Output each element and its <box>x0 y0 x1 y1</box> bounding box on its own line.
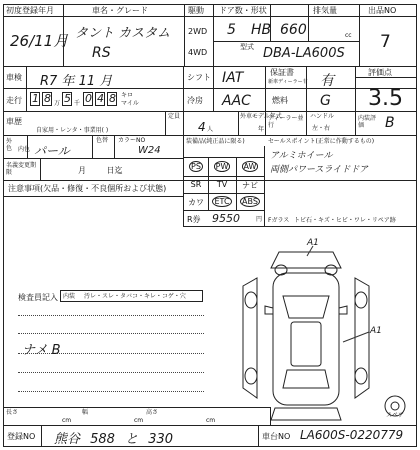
lot-value: 7 <box>380 32 391 52</box>
door-value: 5 <box>227 22 236 38</box>
model-year-label: 外車モデル年式 <box>240 113 282 120</box>
displacement-value: 660 <box>280 22 307 38</box>
history-options: 自家用・レンタ・事業用( ) <box>36 127 109 134</box>
length-unit: cm <box>62 417 72 424</box>
car-name-value: タント カスタム <box>75 26 171 41</box>
capacity-unit: 人 <box>207 126 214 133</box>
shaken-label: 車検 <box>6 73 22 82</box>
inspector-options: 汚レ・スレ・タバコ・キレ・コゲ・穴 <box>84 293 186 300</box>
length-label: 長さ <box>6 409 19 416</box>
height-unit: cm <box>206 417 216 424</box>
glass-options: トビ石・キズ・ヒビ・ワレ・リペア跡 <box>294 217 396 224</box>
inspector-remark: ナメ B <box>22 343 61 358</box>
lot-label: 出品NO <box>368 6 397 15</box>
interior-label: 内装評価 <box>358 115 377 129</box>
model-value: DBA-LA600S <box>263 46 345 61</box>
warranty-sub: 新車ディーラー有 <box>268 79 308 85</box>
inspector-label: 検査員記入 <box>18 293 58 302</box>
warranty-label: 保証書 <box>270 68 294 77</box>
mileage-digit: 8 <box>44 92 51 105</box>
drive-label: 駆動 <box>188 6 204 15</box>
equip-abs: ABS <box>242 197 258 206</box>
equipment-label: 装備品(純正品に限る) <box>186 138 245 145</box>
mileage-digit: 5 <box>64 92 71 105</box>
recycle-label: R券 <box>187 215 201 224</box>
door-label: ドア数・形状 <box>219 6 267 15</box>
score-value: 3.5 <box>368 86 403 111</box>
history-label: 車歴 <box>6 117 22 126</box>
drive-2wd: 2WD <box>188 27 208 36</box>
handle-value: 左・右 <box>312 125 331 132</box>
notes-label: 注意事項(欠品・修復・不良個所および状態) <box>8 184 167 193</box>
car-diagram <box>235 238 415 423</box>
grade-value: RS <box>92 45 111 61</box>
equip-aw: AW <box>243 162 257 171</box>
first-reg-value: 26/11月 <box>10 32 69 50</box>
km-label: キロ <box>121 92 134 99</box>
handle-label: ハンドル <box>310 113 335 120</box>
mileage-digit: 8 <box>109 92 116 105</box>
glass-label: Fガラス <box>268 217 290 224</box>
equip-navi: ナビ <box>242 181 258 190</box>
mile-label: マイル <box>121 100 139 107</box>
first-reg-label: 初度登録年月 <box>6 6 54 15</box>
equip-leather: カワ <box>188 198 204 207</box>
car-name-label: 車名・グレード <box>92 6 148 15</box>
mileage-digit: 4 <box>97 92 104 105</box>
shift-label: シフト <box>187 73 211 82</box>
shift-value: IAT <box>222 70 244 86</box>
model-label: 型式 <box>240 43 254 51</box>
sales-point-value: アルミホイール <box>270 151 333 161</box>
equip-pw: PW <box>215 162 229 171</box>
score-label: 評価点 <box>368 68 392 77</box>
chassis-value: LA600S-0220779 <box>300 428 404 442</box>
reg-value: 熊谷 588 と 330 <box>54 432 174 447</box>
displacement-label: 排気量 <box>313 6 337 15</box>
drive-4wd: 4WD <box>188 48 208 57</box>
chassis-label: 車台NO <box>262 432 291 441</box>
annotation-a1-side: A1 <box>370 326 382 336</box>
year-unit: 年 <box>258 126 265 133</box>
interior-value: B <box>385 115 395 131</box>
color-ext-label: 外色 <box>6 138 13 152</box>
equip-ps: PS <box>191 162 201 171</box>
annotation-a1-front: A1 <box>307 238 319 248</box>
fuel-label: 燃料 <box>272 96 288 105</box>
sales-point-value: 両側パワースライドドア <box>270 165 369 175</box>
color-change-label: 色替 <box>96 137 109 144</box>
recycle-value: 9550 <box>212 212 240 225</box>
spare-label: スペア <box>386 412 405 419</box>
mileage-unit-man: 万 <box>54 100 61 107</box>
height-label: 高さ <box>146 409 159 416</box>
equip-sr: SR <box>190 180 202 189</box>
mileage-digit: 0 <box>85 92 92 105</box>
name-change-label: 名義変更期限 <box>6 162 37 176</box>
cc-unit: cc <box>345 32 352 39</box>
color-no-value: W24 <box>138 145 161 156</box>
equip-tv: TV <box>216 180 228 189</box>
reg-label: 登録NO <box>7 432 36 441</box>
warranty-value: 有 <box>320 73 334 89</box>
color-int-label: 内色 <box>18 146 31 153</box>
recycle-unit: 円 <box>256 216 263 223</box>
equip-etc: ETC <box>214 197 230 206</box>
aircon-value: AAC <box>222 93 251 109</box>
color-no-label: カラーNO <box>118 137 146 144</box>
dealer-label: ディーラー並行 <box>268 115 304 129</box>
mileage-unit-sen: 千 <box>74 100 81 107</box>
aircon-label: 冷房 <box>187 96 203 105</box>
width-label: 幅 <box>82 409 89 416</box>
color-ext-value: パール <box>34 144 70 158</box>
mileage-digit: 1 <box>32 92 39 105</box>
shape-value: HB <box>251 22 272 38</box>
width-unit: cm <box>134 417 144 424</box>
capacity-label: 定員 <box>168 113 181 120</box>
inspector-interior-label: 内装 <box>63 293 76 300</box>
mileage-label: 走行 <box>6 96 22 105</box>
shaken-value: R7 年 11 月 <box>40 74 113 89</box>
fuel-value: G <box>320 93 331 109</box>
capacity-value: 4 <box>198 120 206 134</box>
name-change-value: 月 日迄 <box>78 166 123 175</box>
sales-point-label: セールスポイント(正常に作動するもの) <box>268 138 375 145</box>
